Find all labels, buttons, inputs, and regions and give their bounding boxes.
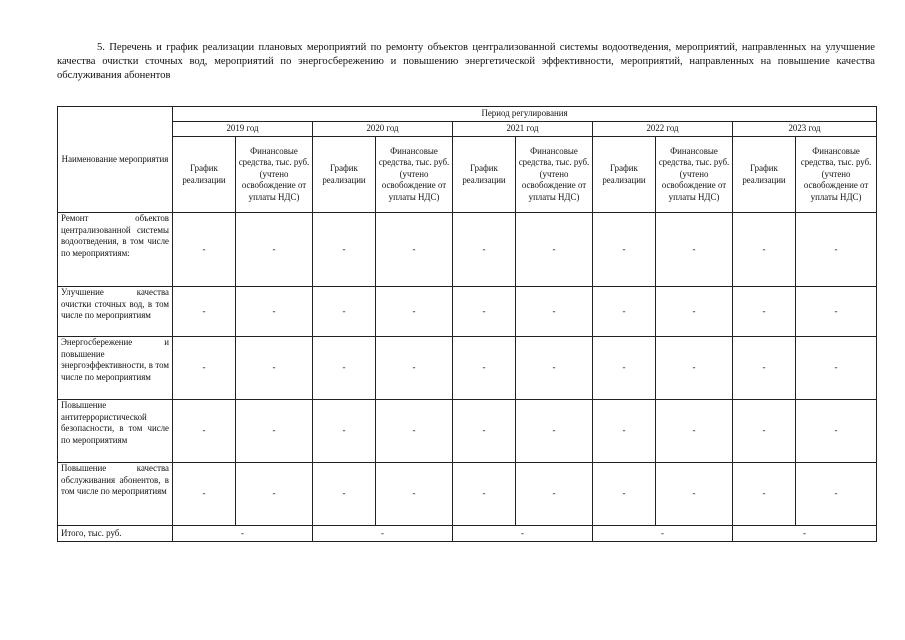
table-cell: - bbox=[516, 213, 593, 287]
table-cell: - bbox=[516, 287, 593, 337]
table-cell: - bbox=[656, 287, 733, 337]
row-label: Энергосбережение и повышение энергоэффективности, в том числе по мероприятиям bbox=[58, 337, 173, 400]
table-cell: - bbox=[453, 463, 516, 526]
year-header: 2019 год bbox=[173, 122, 313, 137]
table-cell: - bbox=[376, 400, 453, 463]
table-cell: - bbox=[313, 463, 376, 526]
table-cell: - bbox=[733, 337, 796, 400]
table-cell: - bbox=[796, 400, 877, 463]
total-cell: - bbox=[453, 526, 593, 542]
table-cell: - bbox=[733, 213, 796, 287]
table-cell: - bbox=[656, 400, 733, 463]
table-cell: - bbox=[313, 337, 376, 400]
table-cell: - bbox=[733, 287, 796, 337]
table-cell: - bbox=[313, 287, 376, 337]
total-cell: - bbox=[593, 526, 733, 542]
section-heading: 5. Перечень и график реализации плановых мероприятий по ремонту объектов централизованной системы водоотведения, мероприятий, направленных на улучшение качества очистки сточных вод, мероприятий по энергосбережению и повышению энергетической эффективности, мероприятий, направленных на повышение качества обслуживания абонентов bbox=[57, 42, 875, 81]
table-cell: - bbox=[236, 287, 313, 337]
table-cell: - bbox=[733, 463, 796, 526]
sub-header-row bbox=[58, 137, 877, 213]
table-cell: - bbox=[796, 287, 877, 337]
row-label: Повышение качества обслуживания абонентов, в том числе по мероприятиям bbox=[58, 463, 173, 526]
table-cell: - bbox=[236, 463, 313, 526]
table-cell: - bbox=[236, 337, 313, 400]
table-row bbox=[58, 400, 877, 463]
sub-header-finance: Финансовые средства, тыс. руб. (учтено освобождение от уплаты НДС) bbox=[376, 137, 453, 213]
year-header: 2021 год bbox=[453, 122, 593, 137]
row-label: Повышение антитеррористической безопасности, в том числе по мероприятиям bbox=[58, 400, 173, 463]
sub-header-schedule: График реализации bbox=[453, 137, 516, 213]
table-cell: - bbox=[593, 213, 656, 287]
table-cell: - bbox=[236, 213, 313, 287]
sub-header-schedule: График реализации bbox=[593, 137, 656, 213]
table-cell: - bbox=[173, 337, 236, 400]
table-cell: - bbox=[173, 400, 236, 463]
row-label: Ремонт объектов централизованной системы водоотведения, в том числе по мероприятиям: bbox=[58, 213, 173, 287]
table-cell: - bbox=[173, 287, 236, 337]
year-header: 2020 год bbox=[313, 122, 453, 137]
sub-header-schedule: График реализации bbox=[733, 137, 796, 213]
table-row bbox=[58, 213, 877, 287]
table-cell: - bbox=[453, 213, 516, 287]
table-cell: - bbox=[516, 400, 593, 463]
table-row bbox=[58, 337, 877, 400]
table-cell: - bbox=[796, 463, 877, 526]
table-cell: - bbox=[796, 337, 877, 400]
column-header-period: Период регулирования bbox=[173, 107, 877, 122]
table-cell: - bbox=[656, 337, 733, 400]
table-row bbox=[58, 287, 877, 337]
table-cell: - bbox=[733, 400, 796, 463]
row-label: Улучшение качества очистки сточных вод, в том числе по мероприятиям bbox=[58, 287, 173, 337]
table-cell: - bbox=[236, 400, 313, 463]
activities-table bbox=[57, 106, 877, 542]
table-cell: - bbox=[173, 463, 236, 526]
sub-header-finance: Финансовые средства, тыс. руб. (учтено освобождение от уплаты НДС) bbox=[516, 137, 593, 213]
table-cell: - bbox=[593, 400, 656, 463]
table-cell: - bbox=[173, 213, 236, 287]
year-header: 2023 год bbox=[733, 122, 877, 137]
total-row bbox=[58, 526, 877, 542]
table-cell: - bbox=[453, 400, 516, 463]
table-cell: - bbox=[593, 463, 656, 526]
table-cell: - bbox=[516, 337, 593, 400]
table-cell: - bbox=[453, 337, 516, 400]
table-cell: - bbox=[796, 213, 877, 287]
table-cell: - bbox=[516, 463, 593, 526]
table-cell: - bbox=[656, 463, 733, 526]
table-cell: - bbox=[656, 213, 733, 287]
total-cell: - bbox=[733, 526, 877, 542]
sub-header-finance: Финансовые средства, тыс. руб. (учтено освобождение от уплаты НДС) bbox=[656, 137, 733, 213]
table-cell: - bbox=[376, 337, 453, 400]
table-cell: - bbox=[376, 287, 453, 337]
table-cell: - bbox=[376, 213, 453, 287]
year-header: 2022 год bbox=[593, 122, 733, 137]
sub-header-schedule: График реализации bbox=[173, 137, 236, 213]
table-cell: - bbox=[376, 463, 453, 526]
year-header-row bbox=[58, 122, 877, 137]
table-cell: - bbox=[453, 287, 516, 337]
total-cell: - bbox=[173, 526, 313, 542]
table-cell: - bbox=[313, 213, 376, 287]
sub-header-finance: Финансовые средства, тыс. руб. (учтено освобождение от уплаты НДС) bbox=[236, 137, 313, 213]
total-cell: - bbox=[313, 526, 453, 542]
sub-header-finance: Финансовые средства, тыс. руб. (учтено освобождение от уплаты НДС) bbox=[796, 137, 877, 213]
table-row bbox=[58, 463, 877, 526]
column-header-name: Наименование мероприятия bbox=[58, 107, 173, 213]
total-label: Итого, тыс. руб. bbox=[58, 526, 173, 542]
table-cell: - bbox=[593, 287, 656, 337]
table-cell: - bbox=[313, 400, 376, 463]
sub-header-schedule: График реализации bbox=[313, 137, 376, 213]
table-cell: - bbox=[593, 337, 656, 400]
